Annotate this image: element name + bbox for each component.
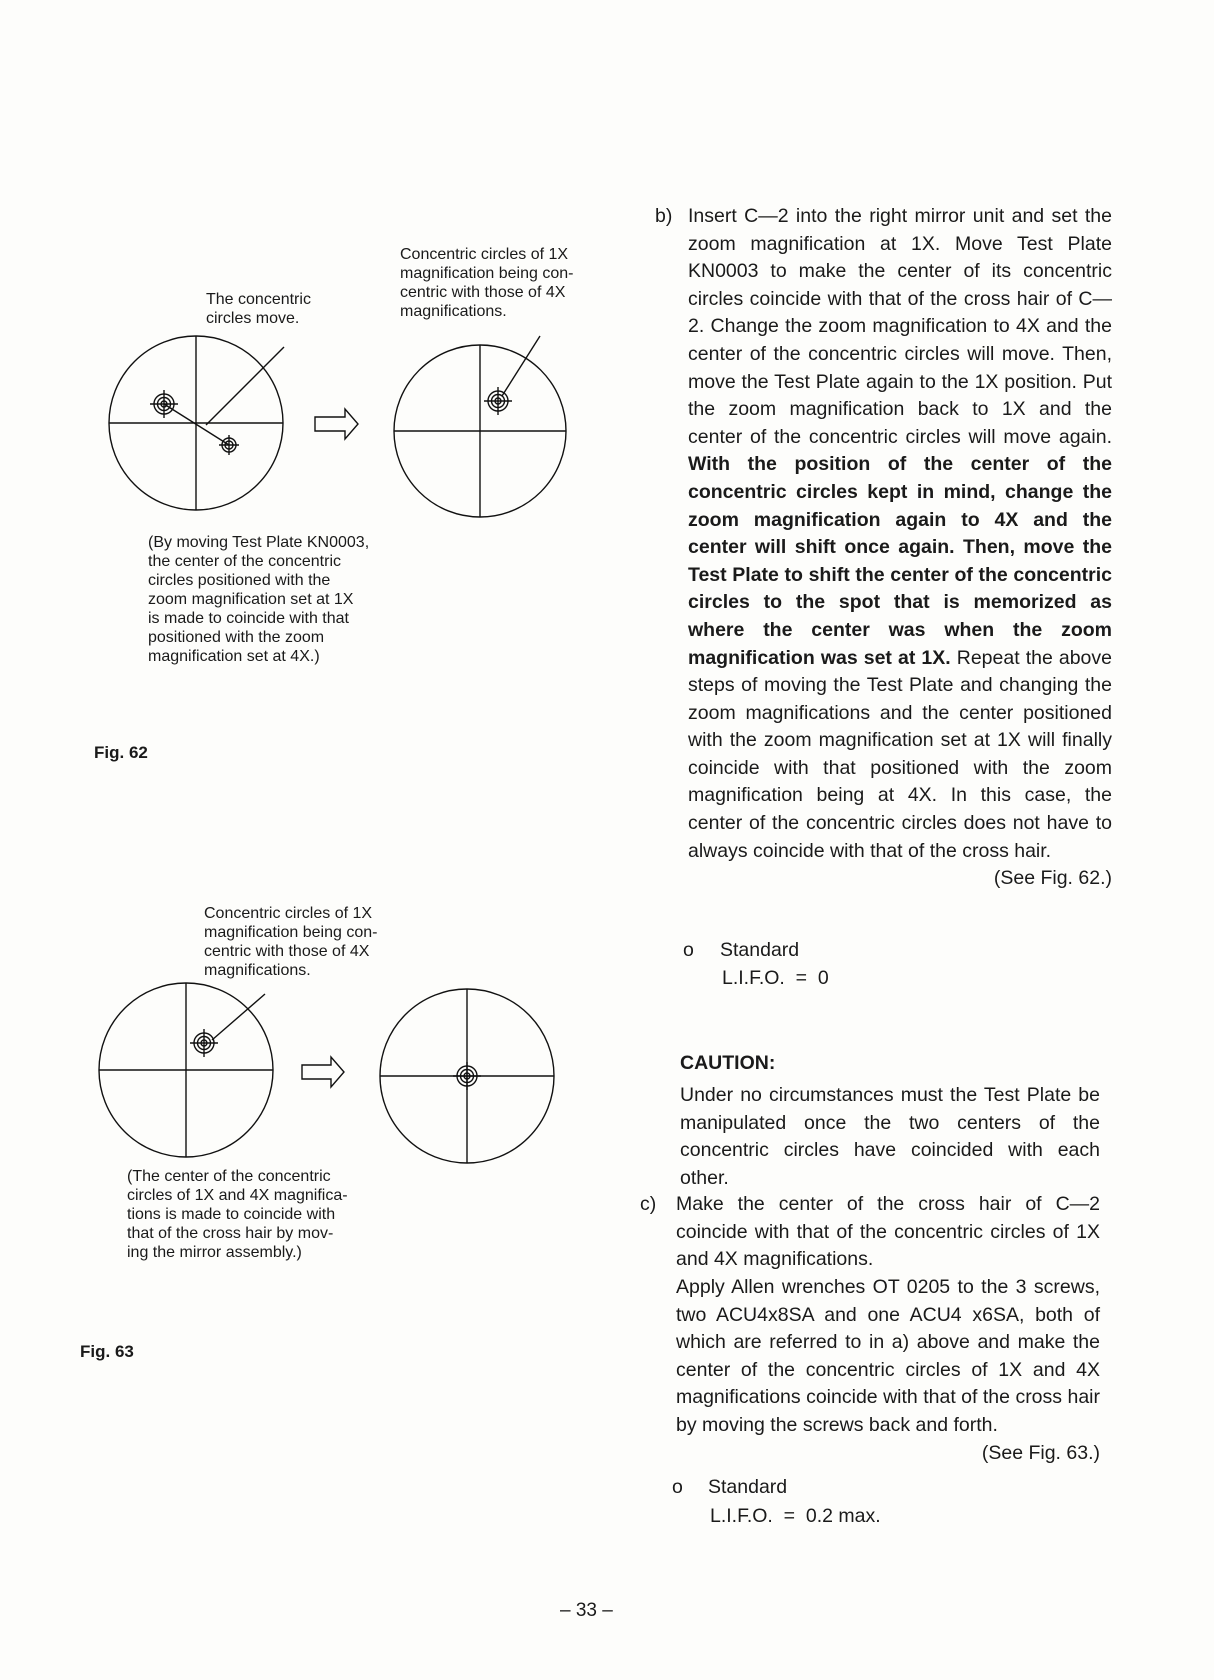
fig63-label: Fig. 63 [80, 1342, 134, 1361]
page-number: – 33 – [560, 1600, 613, 1621]
step-b-text-regular-2: Repeat the above steps of moving the Test Plate and changing the zoom magnifications and the center positioned with the zoom magnification set at 1X will finally coincide with that positioned with the zoom magnification being at 4X. In this case, the center of the concentric circles does not have to always coincide with that of the cross hair. [688, 646, 1112, 862]
step-b-marker: b) [655, 205, 673, 227]
fig62-label: Fig. 62 [94, 743, 148, 762]
step-c-see-ref: (See Fig. 63.) [981, 1441, 1100, 1464]
step-c-marker: c) [640, 1193, 657, 1215]
fig63-target-marker-b [453, 1062, 481, 1090]
step-b-text-regular: Insert C—2 into the right mirror unit and set the zoom magnification at 1X. Move Test Plate KN0003 to make the center of its concentric circles coincide with that of the cross hair of C—2. Change the zoom magnification to 4X and the center of the concentric circles will move. Then, move the Test Plate again to the 1X position. Put the zoom magnification back to 1X and the center of the concentric circles will move again. [688, 205, 1112, 448]
caution-title: CAUTION: [680, 1052, 776, 1074]
step-b-text-bold: With the position of the center of the concentric circles kept in mind, change the zoom magnification again to 4X and the center will shift once again. Then, move the Test Plate to shift the center of the concentric circles to the spot that is memorized as where the center was when the zoom magnification was set at 1X. [688, 453, 1112, 669]
step-c-standard-value: L.I.F.O. = 0.2 max. [710, 1505, 881, 1527]
step-c-standard-bullet: o [672, 1476, 683, 1498]
fig63-caption: (The center of the concentric circles of 1X and 4X magnifica- tions is made to coincide with that of the cross hair by mov- ing the mirror assembly.) [127, 1168, 348, 1261]
fig63-callout: Concentric circles of 1X magnification being con- centric with those of 4X magnifications. [204, 905, 378, 979]
fig62-caption: (By moving Test Plate KN0003, the center of the concentric circles positioned with the zoom magnification set at 1X is made to coincide with that positioned with the zoom magnification set at 4X.) [148, 534, 370, 665]
step-b-paragraph [688, 203, 1112, 893]
step-b-standard-bullet: o [683, 939, 694, 961]
step-c-paragraph-2 [676, 1274, 1100, 1467]
step-c-text-2: Apply Allen wrenches OT 0205 to the 3 screws, two ACU4x8SA and one ACU4 x6SA, both of which are referred to in a) above and make the center of the concentric circles of 1X and 4X magnifications coincide with that of the cross hair by moving the screws back and forth. [676, 1276, 1100, 1436]
step-b-see-ref: (See Fig. 62.) [993, 867, 1112, 890]
step-b-standard-label: Standard [720, 939, 800, 961]
step-b-standard-value: L.I.F.O. = 0 [722, 967, 829, 989]
fig62-callout-right: Concentric circles of 1X magnification being con- centric with those of 4X magnifications. [400, 246, 574, 320]
step-c-paragraph-1: Make the center of the cross hair of C—2 coincide with that of the concentric circles of 1X and 4X magnifications. [676, 1193, 1100, 1271]
fig63-arrow-icon [302, 1057, 344, 1087]
caution-text: Under no circumstances must the Test Plate be manipulated once the two centers of the concentric circles have coincided with each other. [680, 1084, 1100, 1189]
fig62-callout-left: The concentric circles move. [206, 291, 311, 327]
fig63-target-marker-a [190, 1029, 218, 1057]
step-c-standard-label: Standard [708, 1476, 788, 1498]
